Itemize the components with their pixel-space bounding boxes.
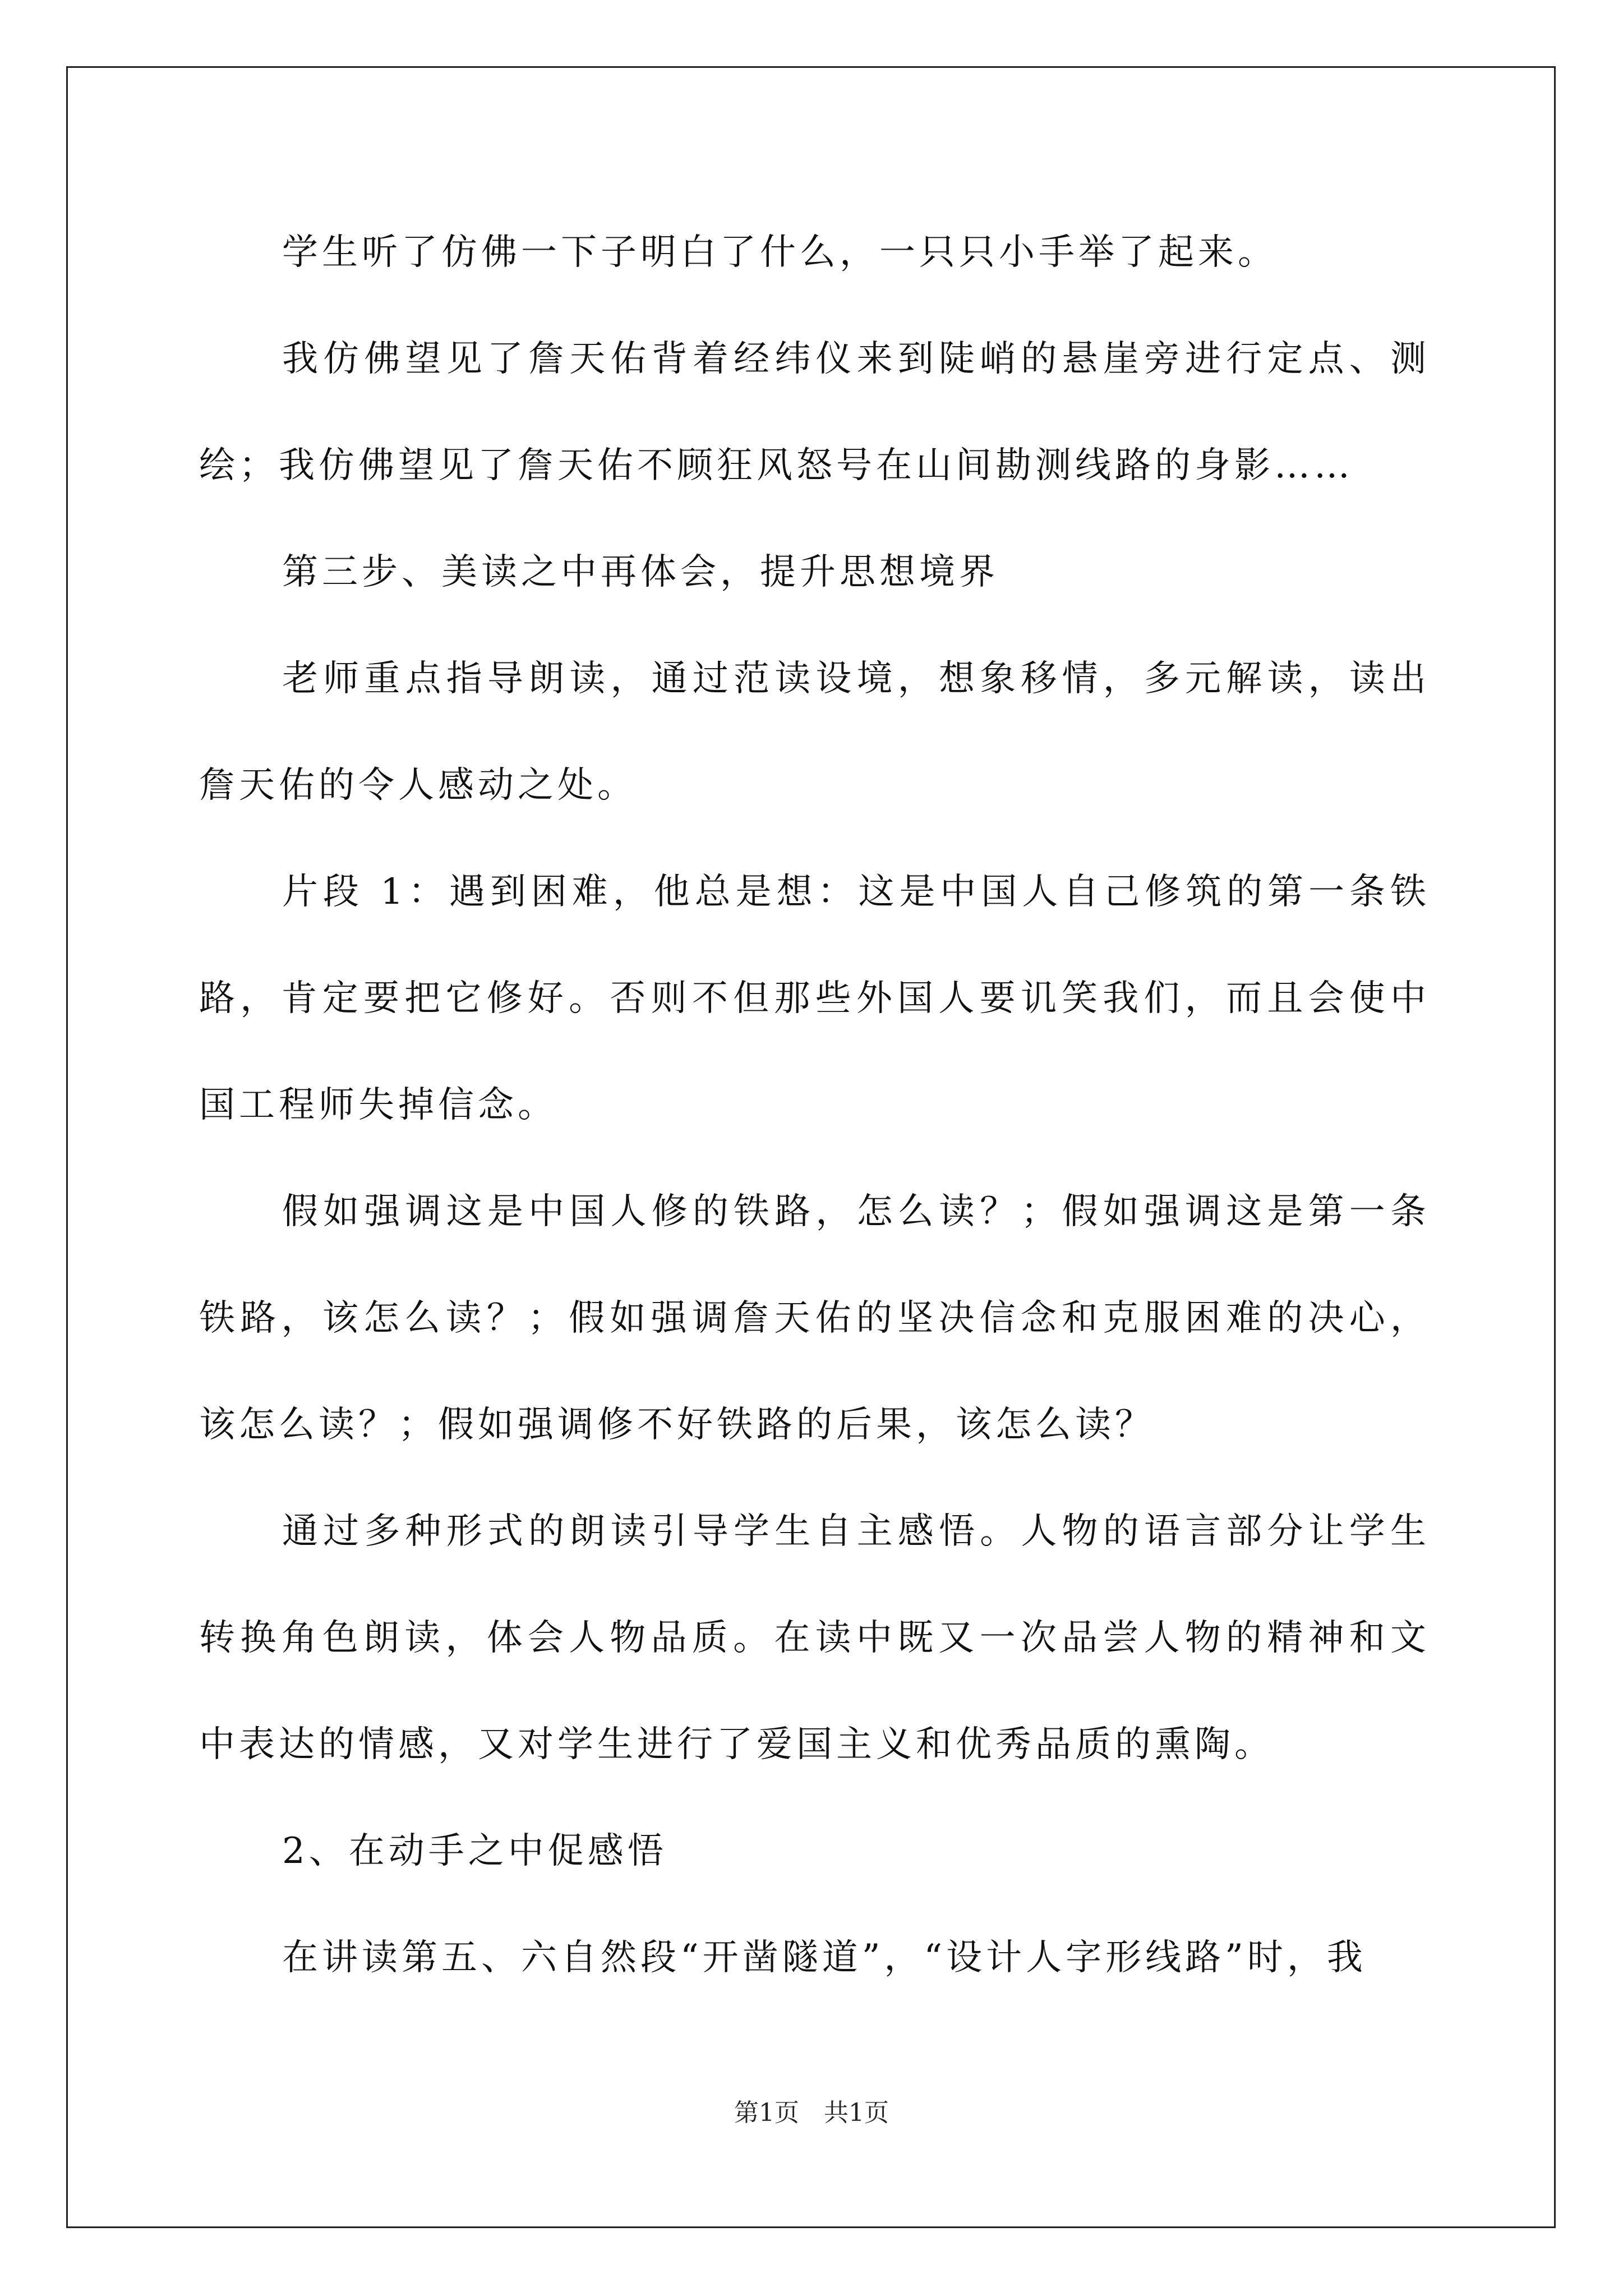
- paragraph: 我仿佛望见了詹天佑背着经纬仪来到陡峭的悬崖旁进行定点、测绘；我仿佛望见了詹天佑不顾狂风怒号在山间勘测线路的身影……: [199, 338, 1430, 486]
- paragraph: 老师重点指导朗读，通过范读设境，想象移情，多元解读，读出詹天佑的令人感动之处。: [199, 658, 1430, 806]
- paragraph: 假如强调这是中国人修的铁路，怎么读？；假如强调这是第一条铁路，该怎么读？；假如强调詹天佑的坚决信念和克服困难的决心，该怎么读？；假如强调修不好铁路的后果，该怎么读？: [199, 1191, 1430, 1446]
- paragraph: 在讲读第五、六自然段“开凿隧道”，“设计人字形线路”时，我: [282, 1937, 1367, 1978]
- paragraph: 通过多种形式的朗读引导学生自主感悟。人物的语言部分让学生转换角色朗读，体会人物品质。在读中既又一次品尝人物的精神和文中表达的情感，又对学生进行了爱国主义和优秀品质的熏陶。: [199, 1511, 1430, 1765]
- section-heading: 2、在动手之中促感悟: [282, 1830, 667, 1872]
- paragraph: 学生听了仿佛一下子明白了什么，一只只小手举了起来。: [282, 232, 1278, 273]
- section-heading: 第三步、美读之中再体会，提升思想境界: [282, 551, 999, 593]
- document-body: [199, 199, 1430, 2011]
- paragraph: 片段 1：遇到困难，他总是想：这是中国人自己修筑的第一条铁路，肯定要把它修好。否则不但那些外国人要讥笑我们，而且会使中国工程师失掉信念。: [199, 871, 1430, 1126]
- page-number-footer: 第1页 共1页: [734, 2099, 889, 2127]
